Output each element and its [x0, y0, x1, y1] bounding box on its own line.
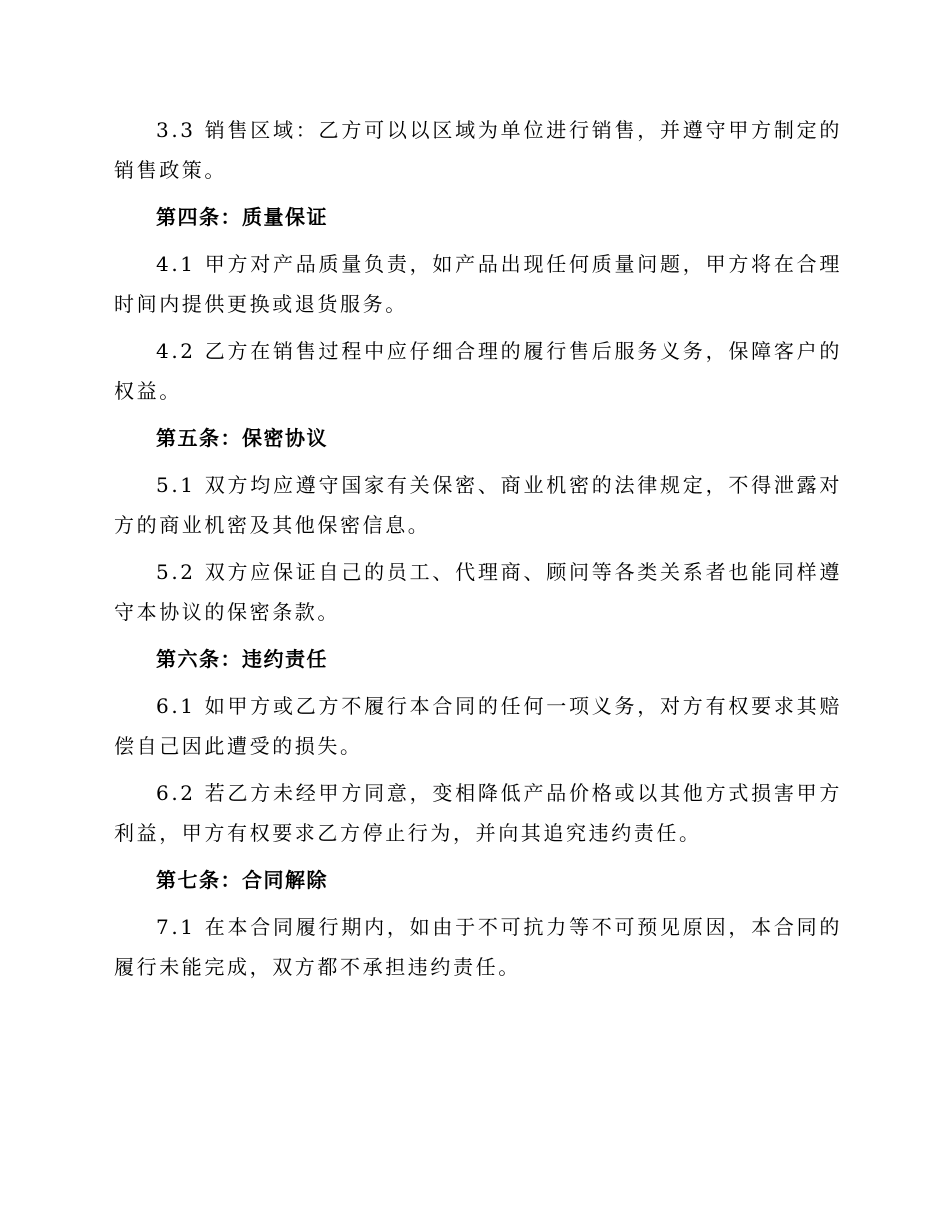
article-4-heading: 第四条：质量保证: [156, 205, 328, 229]
article-5-heading: 第五条：保密协议: [156, 426, 328, 450]
clause-5-1: 5.1 双方均应遵守国家有关保密、商业机密的法律规定，不得泄露对方的商业机密及其他保密信息。: [114, 473, 842, 537]
clause-6-1: 6.1 如甲方或乙方不履行本合同的任何一项义务，对方有权要求其赔偿自己因此遭受的损失。: [114, 694, 842, 758]
clause-7-1: 7.1 在本合同履行期内，如由于不可抗力等不可预见原因，本合同的履行未能完成，双方都不承担违约责任。: [114, 915, 842, 979]
clause-5-2: 5.2 双方应保证自己的员工、代理商、顾问等各类关系者也能同样遵守本协议的保密条款。: [114, 560, 842, 624]
article-6-heading: 第六条：违约责任: [156, 647, 328, 671]
clause-3-3: 3.3 销售区域：乙方可以以区域为单位进行销售，并遵守甲方制定的销售政策。: [114, 118, 842, 182]
clause-6-2: 6.2 若乙方未经甲方同意，变相降低产品价格或以其他方式损害甲方利益，甲方有权要求乙方停止行为，并向其追究违约责任。: [114, 781, 842, 845]
article-7-heading: 第七条：合同解除: [156, 868, 328, 892]
clause-4-2: 4.2 乙方在销售过程中应仔细合理的履行售后服务义务，保障客户的权益。: [114, 339, 842, 403]
document-body: [114, 110, 842, 994]
clause-4-1: 4.1 甲方对产品质量负责，如产品出现任何质量问题，甲方将在合理时间内提供更换或退货服务。: [114, 252, 842, 316]
